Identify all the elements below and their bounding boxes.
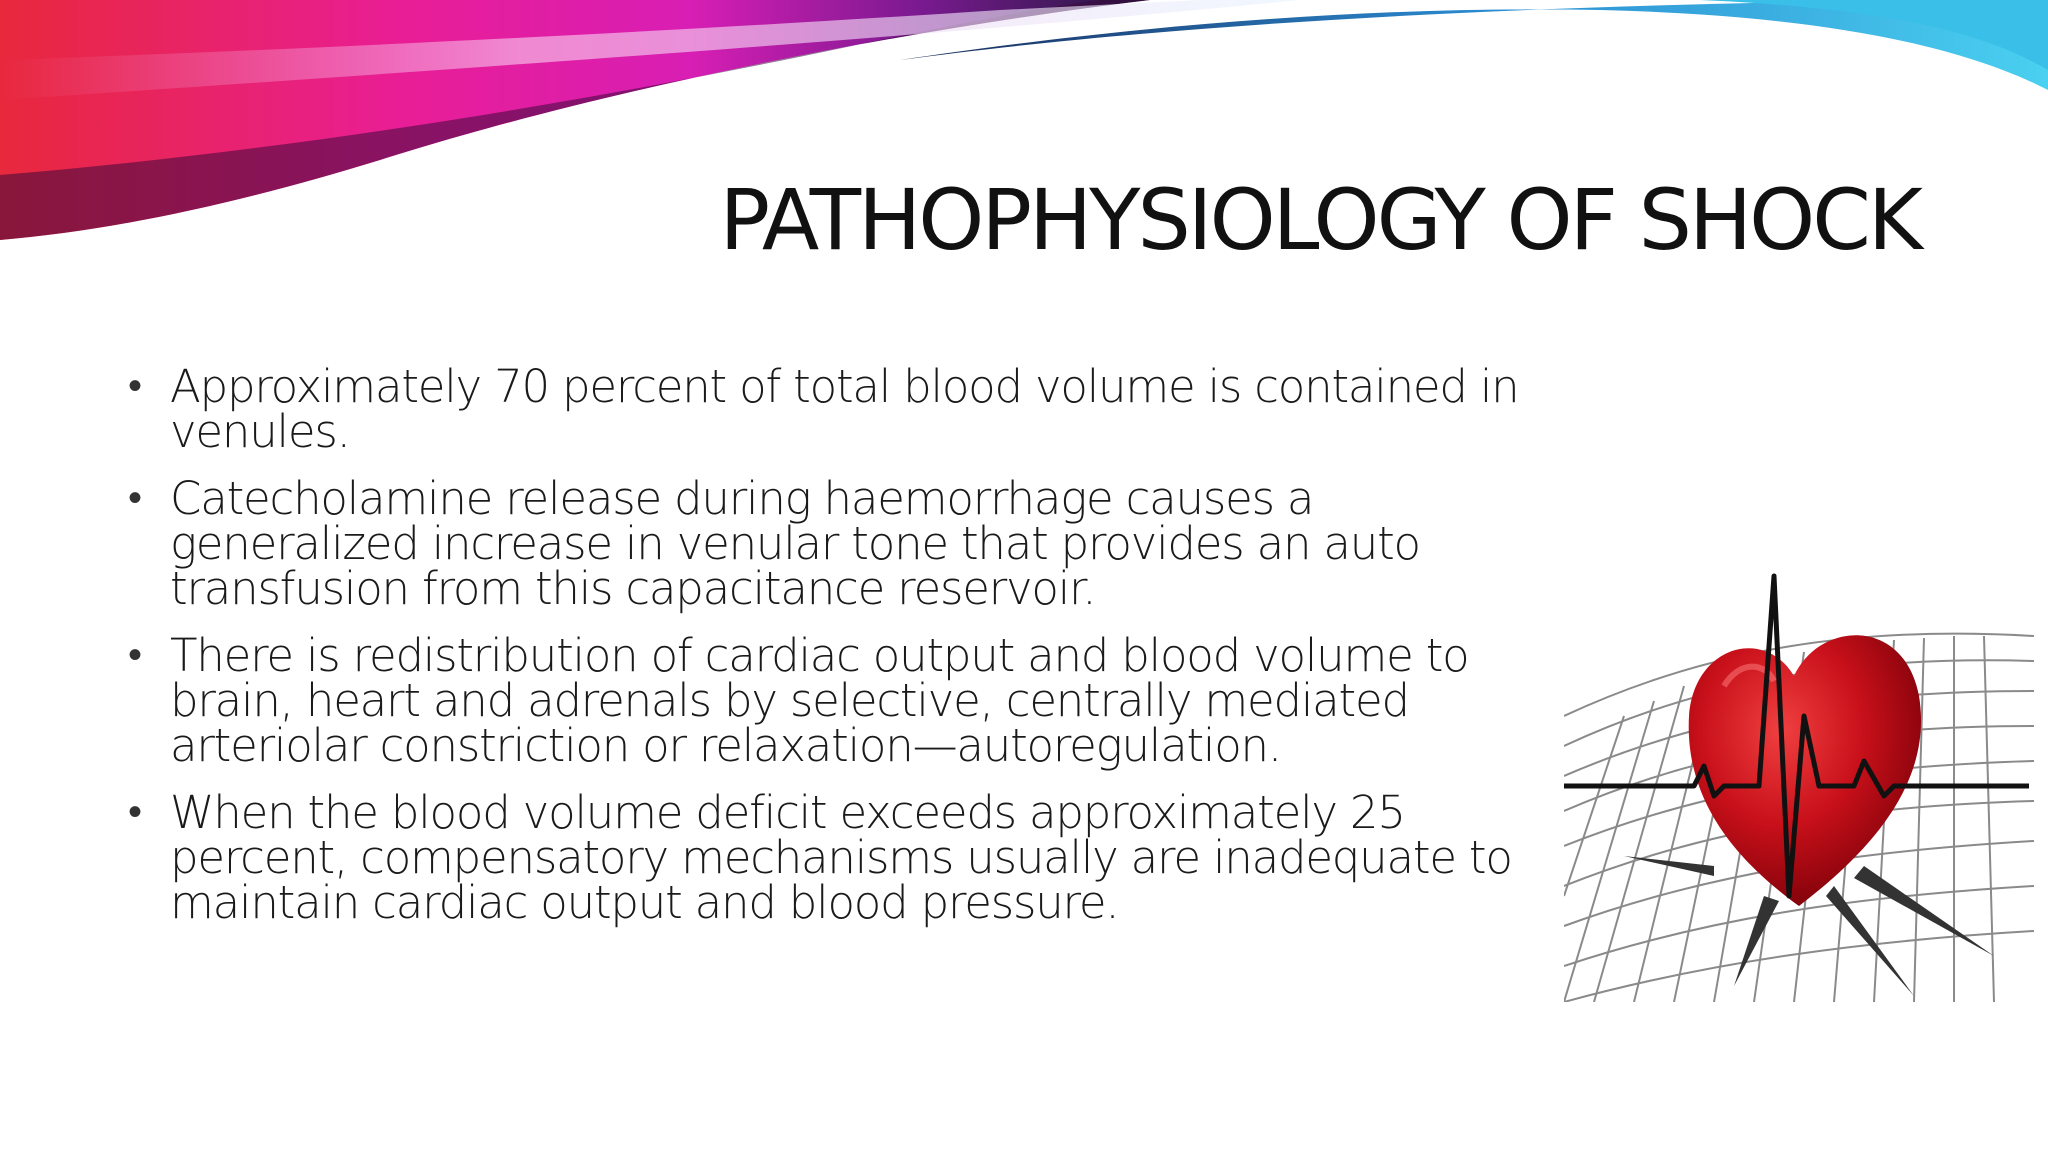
bullet-marker: •	[128, 632, 141, 678]
bullet-marker: •	[128, 475, 141, 521]
bullet-text: There is redistribution of cardiac output and blood volume to brain, heart and adrenals by selective, centrally mediated arteriolar constriction or relaxation—autoregulation.	[170, 629, 1469, 772]
bullet-text: Approximately 70 percent of total blood volume is contained in venules.	[170, 360, 1519, 458]
bullet-marker: •	[128, 363, 141, 409]
bullet-text: When the blood volume deficit exceeds approximately 25 percent, compensatory mechanisms usually are inadequate to maintain cardiac output and blood pressure.	[170, 786, 1512, 929]
bullet-text: Catecholamine release during haemorrhage causes a generalized increase in venular tone that provides an auto transfusion from this capacitance reservoir.	[170, 472, 1420, 615]
bullet-item	[128, 629, 1548, 772]
bullet-item	[128, 786, 1548, 929]
slide-title: PATHOPHYSIOLOGY OF SHOCK	[719, 171, 1920, 269]
bullet-item	[128, 360, 1548, 458]
heart-icon	[1689, 635, 1921, 906]
bullet-marker: •	[128, 789, 141, 835]
bullet-list	[128, 360, 1548, 947]
bullet-item	[128, 472, 1548, 615]
heart-ecg-illustration	[1564, 566, 2034, 1002]
